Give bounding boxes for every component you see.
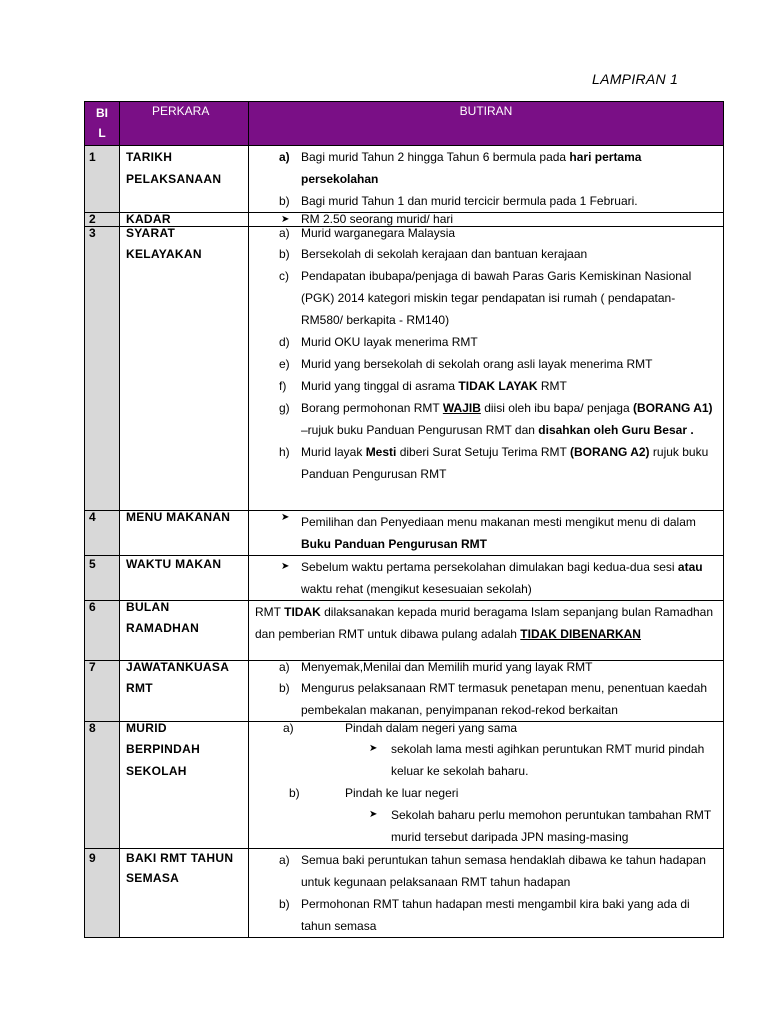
item-text: Menyemak,Menilai dan Memilih murid yang layak RMT bbox=[301, 660, 593, 674]
item-marker: b) bbox=[279, 681, 290, 695]
row-label: MENU MAKANAN bbox=[120, 511, 249, 556]
item-text: Pemilihan dan Penyediaan menu makanan mesti mengikut menu di dalam bbox=[301, 515, 696, 529]
item-text: Murid OKU layak menerima RMT bbox=[301, 335, 478, 349]
table-row bbox=[85, 146, 724, 213]
item-underline-bold: WAJIB bbox=[442, 401, 481, 415]
list-item bbox=[249, 441, 717, 485]
item-text: diisi oleh ibu bapa/ penjaga bbox=[480, 401, 633, 415]
item-marker: g) bbox=[279, 401, 290, 415]
row-label: JAWATANKUASA RMT bbox=[120, 661, 249, 722]
list-item bbox=[249, 677, 717, 721]
list-item bbox=[249, 331, 717, 353]
row-number: 4 bbox=[85, 511, 120, 556]
item-bold: Mesti bbox=[365, 445, 397, 459]
row-label: MURID BERPINDAH SEKOLAH bbox=[120, 722, 249, 849]
item-bold: disahkan oleh Guru Besar . bbox=[538, 423, 694, 437]
list-item bbox=[249, 556, 717, 600]
rmt-table bbox=[84, 101, 724, 938]
row-label: BAKI RMT TAHUN SEMASA bbox=[120, 849, 249, 938]
item-marker: a) bbox=[283, 721, 294, 735]
table-header bbox=[85, 102, 724, 146]
row-details bbox=[249, 661, 724, 722]
item-marker: a) bbox=[279, 226, 290, 240]
table-row bbox=[85, 556, 724, 601]
item-marker: a) bbox=[279, 853, 290, 867]
item-marker: b) bbox=[289, 786, 300, 800]
item-marker: a) bbox=[279, 150, 290, 164]
item-text: Sekolah baharu perlu memohon peruntukan tambahan RMT murid tersebut daripada JPN masing-masing bbox=[391, 808, 711, 844]
item-text: waktu rehat (mengikut kesesuaian sekolah) bbox=[301, 582, 532, 596]
item-text: Borang permohonan RMT bbox=[301, 401, 443, 415]
item-text: Murid yang tinggal di asrama bbox=[301, 379, 459, 393]
item-bold: hari pertama persekolahan bbox=[301, 150, 642, 186]
arrow-bullet-icon: ➤ bbox=[369, 809, 378, 820]
item-marker: h) bbox=[279, 445, 290, 459]
row-details bbox=[249, 213, 724, 227]
item-text: Pendapatan ibubapa/penjaga di bawah Paras Garis Kemiskinan Nasional (PGK) 2014 kategori miskin tegar pendapatan isi rumah ( pendapatan- RM580/ berkapita - RM140) bbox=[301, 269, 692, 327]
arrow-bullet-icon: ➤ bbox=[281, 214, 290, 225]
row-label: KADAR bbox=[120, 213, 249, 227]
list-item bbox=[249, 243, 717, 265]
row-label: SYARAT KELAYAKAN bbox=[120, 227, 249, 511]
list-item bbox=[249, 146, 717, 190]
item-marker: b) bbox=[279, 247, 290, 261]
item-text: sekolah lama mesti agihkan peruntukan RMT murid pindah keluar ke sekolah baharu. bbox=[391, 742, 705, 778]
row-details bbox=[249, 601, 724, 661]
row-details bbox=[249, 722, 724, 849]
item-text: Bagi murid Tahun 2 hingga Tahun 6 bermula pada bbox=[301, 150, 570, 164]
table-row bbox=[85, 601, 724, 661]
item-bold: TIDAK LAYAK bbox=[458, 379, 538, 393]
list-item bbox=[249, 353, 717, 375]
row-details bbox=[249, 849, 724, 938]
row-label: TARIKH PELAKSANAAN bbox=[120, 146, 249, 213]
item-text: dilaksanakan kepada murid beragama Islam sepanjang bulan Ramadhan dan pemberian RMT untuk dibawa pulang adalah bbox=[255, 605, 714, 641]
item-text: diberi Surat Setuju Terima RMT bbox=[396, 445, 570, 459]
list-item bbox=[249, 893, 717, 937]
row-number: 7 bbox=[85, 661, 120, 722]
item-underline-bold: TIDAK DIBENARKAN bbox=[520, 627, 641, 641]
item-marker: b) bbox=[279, 897, 290, 911]
item-marker: d) bbox=[279, 335, 290, 349]
table-row bbox=[85, 227, 724, 511]
item-text: Murid yang bersekolah di sekolah orang asli layak menerima RMT bbox=[301, 357, 653, 371]
header-perkara: PERKARA bbox=[120, 102, 249, 146]
item-text: Murid layak bbox=[301, 445, 366, 459]
list-item bbox=[249, 213, 717, 226]
item-text: Permohonan RMT tahun hadapan mesti mengambil kira baki yang ada di tahun semasa bbox=[301, 897, 690, 933]
item-text: Pindah dalam negeri yang sama bbox=[345, 721, 518, 735]
item-text: Bersekolah di sekolah kerajaan dan bantuan kerajaan bbox=[301, 247, 588, 261]
row-label: BULAN RAMADHAN bbox=[120, 601, 249, 661]
item-text: RMT bbox=[255, 605, 285, 619]
item-text: Bagi murid Tahun 1 dan murid tercicir bermula pada 1 Februari. bbox=[301, 194, 638, 208]
list-item bbox=[249, 397, 717, 441]
list-item bbox=[249, 227, 717, 240]
row-number: 5 bbox=[85, 556, 120, 601]
list-item bbox=[249, 375, 717, 397]
arrow-bullet-icon: ➤ bbox=[369, 743, 378, 754]
row-number: 6 bbox=[85, 601, 120, 661]
list-item bbox=[249, 190, 717, 212]
list-item bbox=[249, 722, 717, 735]
item-bold: TIDAK bbox=[284, 605, 321, 619]
table-row bbox=[85, 722, 724, 849]
row-number: 3 bbox=[85, 227, 120, 511]
item-bold: atau bbox=[677, 560, 703, 574]
table-row bbox=[85, 213, 724, 227]
row-number: 2 bbox=[85, 213, 120, 227]
item-bold: (BORANG A1) bbox=[633, 401, 713, 415]
list-item bbox=[249, 804, 717, 848]
lampiran-label: LAMPIRAN 1 bbox=[592, 71, 679, 87]
row-number: 8 bbox=[85, 722, 120, 849]
table-row bbox=[85, 661, 724, 722]
row-number: 9 bbox=[85, 849, 120, 938]
list-item bbox=[249, 661, 717, 674]
item-marker: b) bbox=[279, 194, 290, 208]
item-text: Pindah ke luar negeri bbox=[345, 786, 459, 800]
item-text: Sebelum waktu pertama persekolahan dimulakan bagi kedua-dua sesi bbox=[301, 560, 678, 574]
row-label: WAKTU MAKAN bbox=[120, 556, 249, 601]
item-marker: f) bbox=[279, 379, 287, 393]
row-details bbox=[249, 556, 724, 601]
list-item bbox=[249, 265, 717, 331]
item-marker: e) bbox=[279, 357, 290, 371]
header-bil: BI L bbox=[85, 102, 120, 146]
item-text: rujuk buku Panduan Pengurusan RMT bbox=[301, 445, 709, 481]
list-item bbox=[249, 511, 717, 555]
table-row bbox=[85, 511, 724, 556]
item-text: Mengurus pelaksanaan RMT termasuk penetapan menu, penentuan kaedah pembekalan makanan, penyimpanan rekod-rekod berkaitan bbox=[301, 681, 708, 717]
item-text: RM 2.50 seorang murid/ hari bbox=[301, 212, 454, 226]
list-item bbox=[249, 849, 717, 893]
row-details bbox=[249, 227, 724, 511]
arrow-bullet-icon: ➤ bbox=[281, 561, 290, 572]
item-bold: Buku Panduan Pengurusan RMT bbox=[301, 537, 488, 551]
row-details bbox=[249, 511, 724, 556]
item-text: Murid warganegara Malaysia bbox=[301, 226, 456, 240]
row-number: 1 bbox=[85, 146, 120, 213]
arrow-bullet-icon: ➤ bbox=[281, 512, 290, 523]
list-item bbox=[249, 782, 717, 804]
item-marker: c) bbox=[279, 269, 289, 283]
header-butiran: BUTIRAN bbox=[249, 102, 724, 146]
row-details bbox=[249, 146, 724, 213]
item-text: RMT bbox=[537, 379, 567, 393]
table-row bbox=[85, 849, 724, 938]
item-text: –rujuk buku Panduan Pengurusan RMT dan bbox=[301, 423, 539, 437]
item-text: Semua baki peruntukan tahun semasa hendaklah dibawa ke tahun hadapan untuk kegunaan pelaksanaan RMT tahun hadapan bbox=[301, 853, 706, 889]
list-item bbox=[249, 738, 717, 782]
item-bold: (BORANG A2) bbox=[570, 445, 650, 459]
item-marker: a) bbox=[279, 660, 290, 674]
